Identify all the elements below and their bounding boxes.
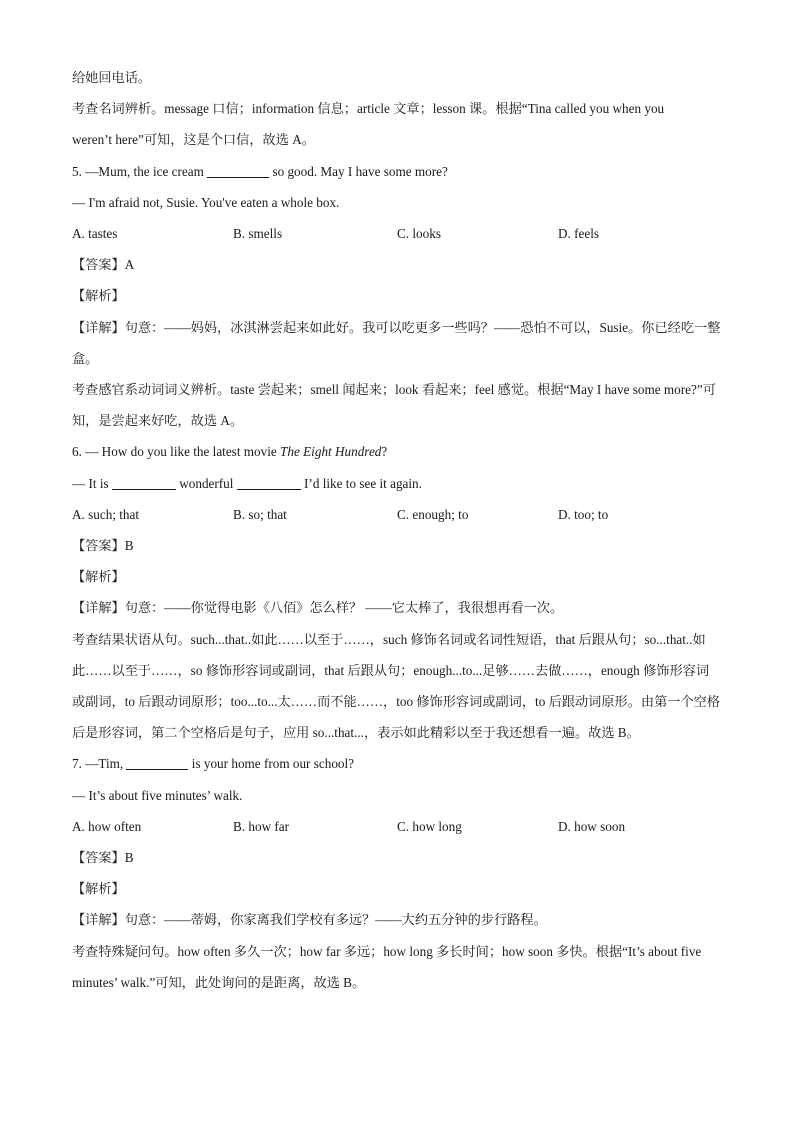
document-body xyxy=(72,62,722,998)
question-5-options xyxy=(72,218,722,249)
option-c: C. enough; to xyxy=(397,506,469,522)
explanation-text: 考查特殊疑问句。how often 多久一次；how far 多远；how long 多长时间；how soon 多快。根据“It’s about five minutes’ walk.”可知，此处询问的是距离，故选 B。 xyxy=(72,943,702,990)
analysis-label: 【解析】 xyxy=(72,881,125,897)
answer-blank xyxy=(237,475,301,490)
reply-text: — It is xyxy=(72,475,109,491)
reply-text: I’d like to see it again. xyxy=(304,475,422,491)
option-b: B. how far xyxy=(233,818,290,834)
detail-text: 【详解】句意：——蒂姆，你家离我们学校有多远？——大约五分钟的步行路程。 xyxy=(72,912,547,928)
option-b: B. so; that xyxy=(233,506,287,522)
question-text: ? xyxy=(381,444,388,460)
option-a: A. tastes xyxy=(72,226,118,242)
text-line: 给她回电话。 xyxy=(72,70,152,85)
question-text: 5. —Mum, the ice cream xyxy=(72,163,204,179)
answer-blank xyxy=(112,475,176,490)
question-7-reply: — It’s about five minutes’ walk. xyxy=(72,787,243,803)
question-5-stem xyxy=(72,156,722,187)
analysis-label: 【解析】 xyxy=(72,569,125,585)
option-c: C. how long xyxy=(397,818,462,834)
question-7-stem xyxy=(72,748,722,779)
answer-label: 【答案】A xyxy=(72,257,135,273)
option-d: D. how soon xyxy=(558,818,626,834)
answer-label: 【答案】B xyxy=(72,850,134,866)
option-a: A. such; that xyxy=(72,506,140,522)
question-6-options xyxy=(72,499,722,530)
explanation-text: 考查感官系动词词义辨析。taste 尝起来；smell 闻起来；look 看起来；feel 感觉。根据“May I have some more?”可知，是尝起来好吃，故选 A。 xyxy=(72,382,716,429)
answer-blank xyxy=(126,755,188,770)
option-b: B. smells xyxy=(233,226,283,242)
question-6-reply xyxy=(72,468,722,499)
answer-blank xyxy=(207,163,269,178)
option-d: D. feels xyxy=(558,226,600,242)
answer-label: 【答案】B xyxy=(72,538,134,554)
option-d: D. too; to xyxy=(558,506,609,522)
analysis-label: 【解析】 xyxy=(72,288,125,304)
reply-text: wonderful xyxy=(179,475,234,491)
question-5-reply: — I'm afraid not, Susie. You've eaten a whole box. xyxy=(72,194,340,210)
question-7-options xyxy=(72,811,722,842)
option-a: A. how often xyxy=(72,818,142,834)
detail-text: 【详解】句意：——妈妈，冰淇淋尝起来如此好。我可以吃更多一些吗？——恐怕不可以，Susie。你已经吃一整盒。 xyxy=(72,319,721,366)
question-6-stem xyxy=(72,436,722,467)
question-text: 7. —Tim, xyxy=(72,756,124,772)
text-line: 考查名词辨析。message 口信；information 信息；article 文章；lesson 课。根据“Tina called you when you xyxy=(72,101,665,117)
option-c: C. looks xyxy=(397,226,441,242)
explanation-text: 考查结果状语从句。such...that..如此……以至于……，such 修饰名词或名词性短语，that 后跟从句；so...that..如此……以至于……，so 修饰形容词或副词，that 后跟从句；enough...to...足够……去做……，enough 修饰形容词或副词，to 后跟动词原形；too...to...太……而不能……，too 修饰形容词或副词，to 后跟动词原形。由第一个空格后是形容词，第二个空格后是句子，应用 so...that...，表示如此精彩以至于我还想看一遍。故选 B。 xyxy=(72,631,721,741)
detail-text: 【详解】句意：——你觉得电影《八佰》怎么样？ ——它太棒了，我很想再看一次。 xyxy=(72,600,564,616)
question-text: is your home from our school? xyxy=(191,756,355,772)
question-text: 6. — How do you like the latest movie xyxy=(72,444,277,460)
question-text: so good. May I have some more? xyxy=(272,163,448,179)
text-line: weren’t here”可知，这是个口信，故选 A。 xyxy=(72,132,315,148)
movie-title: The Eight Hundred xyxy=(280,444,382,460)
